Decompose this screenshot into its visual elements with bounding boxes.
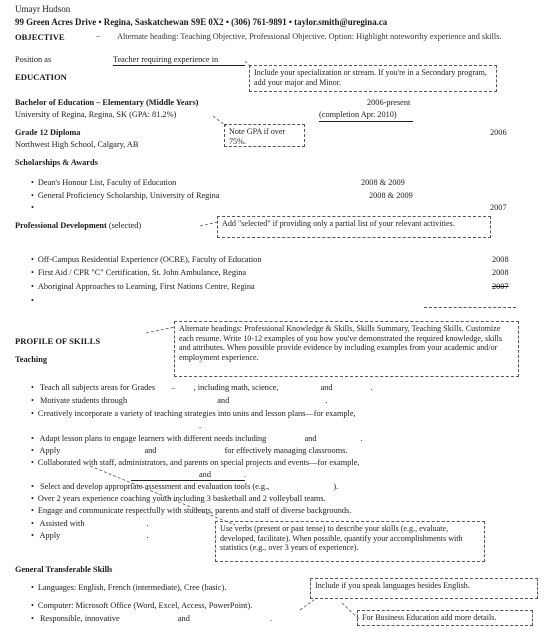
scholarship-year: 2007 — [490, 203, 507, 212]
profdev-item: • Aboriginal Approaches to Learning, First Nations Centre, Regina — [31, 282, 255, 292]
text-fragment: . — [360, 434, 363, 443]
scholarship-item: • Dean's Honour List, Faculty of Education — [31, 178, 176, 188]
text-fragment: Motivate students through — [39, 396, 128, 405]
gpa-note-box: Note GPA if over 75%. — [224, 124, 305, 147]
text-fragment: Apply — [39, 446, 61, 455]
verbs-note-box: Use verbs (present or past tense) to describe your skills (e.g., evaluate, developed, facilitate). When possible, quantify your accomplishments with statistics (e.g., over 3 years of experience). — [215, 521, 485, 562]
specialization-note-box: Include your specialization or stream. If you're in a Secondary program, add your major and Minor. — [249, 65, 497, 92]
position-label: Position as — [15, 55, 52, 64]
profdev-year: 2008 — [492, 255, 509, 264]
text-fragment: . — [270, 614, 273, 623]
text-fragment: . — [199, 421, 202, 430]
scholarship-year: 2008 & 2009 — [361, 178, 405, 187]
callout-line — [342, 603, 360, 620]
objective-dash: – — [96, 31, 101, 40]
profdev-year: 2008 — [492, 268, 509, 277]
profdev-heading-text: Professional Development — [15, 221, 107, 230]
profdev-item: • Off-Campus Residential Experience (OCRE), Faculty of Education — [31, 255, 261, 265]
text-fragment: Apply — [39, 531, 61, 540]
transferable-item: • Languages: English, French (intermediate), Cree (basic). — [31, 583, 226, 593]
scholarship-item: • General Proficiency Scholarship, University of Regina — [31, 191, 219, 201]
text-fragment: . — [370, 383, 373, 392]
teaching-heading: Teaching — [15, 355, 47, 364]
scholarships-heading: Scholarships & Awards — [15, 158, 98, 167]
text-fragment: and — [217, 396, 230, 405]
skills-note-box: Alternate headings: Professional Knowledge & Skills, Skills Summary, Teaching Skills. Customize each resume. Write 10-12 examples of you how you've demonstrated the required knowledge, skills and attributes. When possible provide evidence by including examples from your academic and/or employment experience. — [174, 321, 519, 377]
completion-date: (completion Apr. 2010) — [319, 110, 397, 119]
scholarship-year: 2008 & 2009 — [369, 191, 413, 200]
text-fragment: and — [177, 614, 190, 623]
degree-title: Bachelor of Education – Elementary (Middle Years) — [15, 98, 199, 107]
profdev-heading-suffix: (selected) — [108, 221, 142, 230]
degree-dates: 2006-present — [367, 98, 411, 107]
text-fragment: and — [304, 434, 317, 443]
transferable-item: • Computer: Microsoft Office (Word, Excel, Access, PowerPoint). — [31, 601, 252, 611]
text-fragment: ). — [333, 482, 339, 491]
callout-line — [245, 61, 252, 68]
teaching-item: • Collaborated with staff, administrators, and parents on special projects and events—for example, — [31, 458, 359, 468]
diploma-year: 2006 — [490, 128, 507, 137]
education-heading: EDUCATION — [15, 72, 67, 82]
text-fragment: . — [146, 519, 149, 528]
text-fragment: for effectively managing classrooms. — [224, 446, 348, 455]
business-note-box: For Business Education add more details. — [357, 610, 533, 626]
text-fragment: Responsible, innovative — [39, 614, 120, 623]
contact-line: 99 Green Acres Drive • Regina, Saskatchewan S9E 0X2 • (306) 761-9891 • taylor.smith@uregina.ca — [15, 17, 388, 27]
callout-line — [200, 222, 218, 226]
position-value: Teacher requiring experience in — [113, 55, 219, 64]
text-fragment: – — [171, 383, 176, 392]
text-fragment: Assisted with — [39, 519, 85, 528]
callout-line — [213, 116, 226, 126]
objective-heading: OBJECTIVE — [15, 32, 65, 42]
university-line: University of Regina, Regina, SK (GPA: 81.2%) — [15, 110, 177, 119]
text-fragment: . — [146, 531, 149, 540]
teaching-item: • Creatively incorporate a variety of teaching strategies into units and lesson plans—for example, — [31, 409, 356, 419]
text-fragment: and — [320, 383, 333, 392]
profdev-item: • First Aid / CPR "C" Certification, St. John Ambulance, Regina — [31, 268, 246, 278]
teaching-item: • Over 2 years experience coaching youth including 3 basketball and 2 volleyball teams. — [31, 494, 326, 504]
text-fragment: Teach all subjects areas for Grades — [39, 383, 156, 392]
text-fragment: , including math, science, — [193, 383, 279, 392]
profdev-year: 2007 — [492, 282, 509, 291]
text-fragment: . — [325, 396, 328, 405]
diploma-title: Grade 12 Diploma — [15, 128, 81, 137]
skills-heading: PROFILE OF SKILLS — [15, 336, 101, 346]
text-fragment: Adapt lesson plans to engage learners with different needs including — [39, 434, 267, 443]
objective-note: Alternate heading: Teaching Objective, Professional Objective. Option: Highlight noteworthy experience and skills. — [117, 32, 502, 41]
resume-name: Umayr Hudson — [15, 4, 71, 14]
callout-line — [300, 600, 314, 610]
text-fragment: . — [244, 470, 247, 479]
languages-note-box: Include if you speak languages besides English. — [310, 578, 538, 599]
callout-line — [90, 466, 235, 525]
text-fragment: Select and develop appropriate assessment and evaluation tools (e.g., — [39, 482, 270, 491]
selected-note-box: Add "selected" if providing only a partial list of your relevant activities. — [217, 216, 491, 238]
text-fragment: and — [144, 446, 157, 455]
teaching-item: • Engage and communicate respectfully with students, parents and staff of diverse backgrounds. — [31, 506, 351, 516]
callout-line — [146, 327, 175, 333]
transferable-heading: General Transferable Skills — [15, 565, 113, 574]
text-fragment: and — [199, 470, 211, 479]
school-line: Northwest High School, Calgary, AB — [15, 140, 139, 149]
